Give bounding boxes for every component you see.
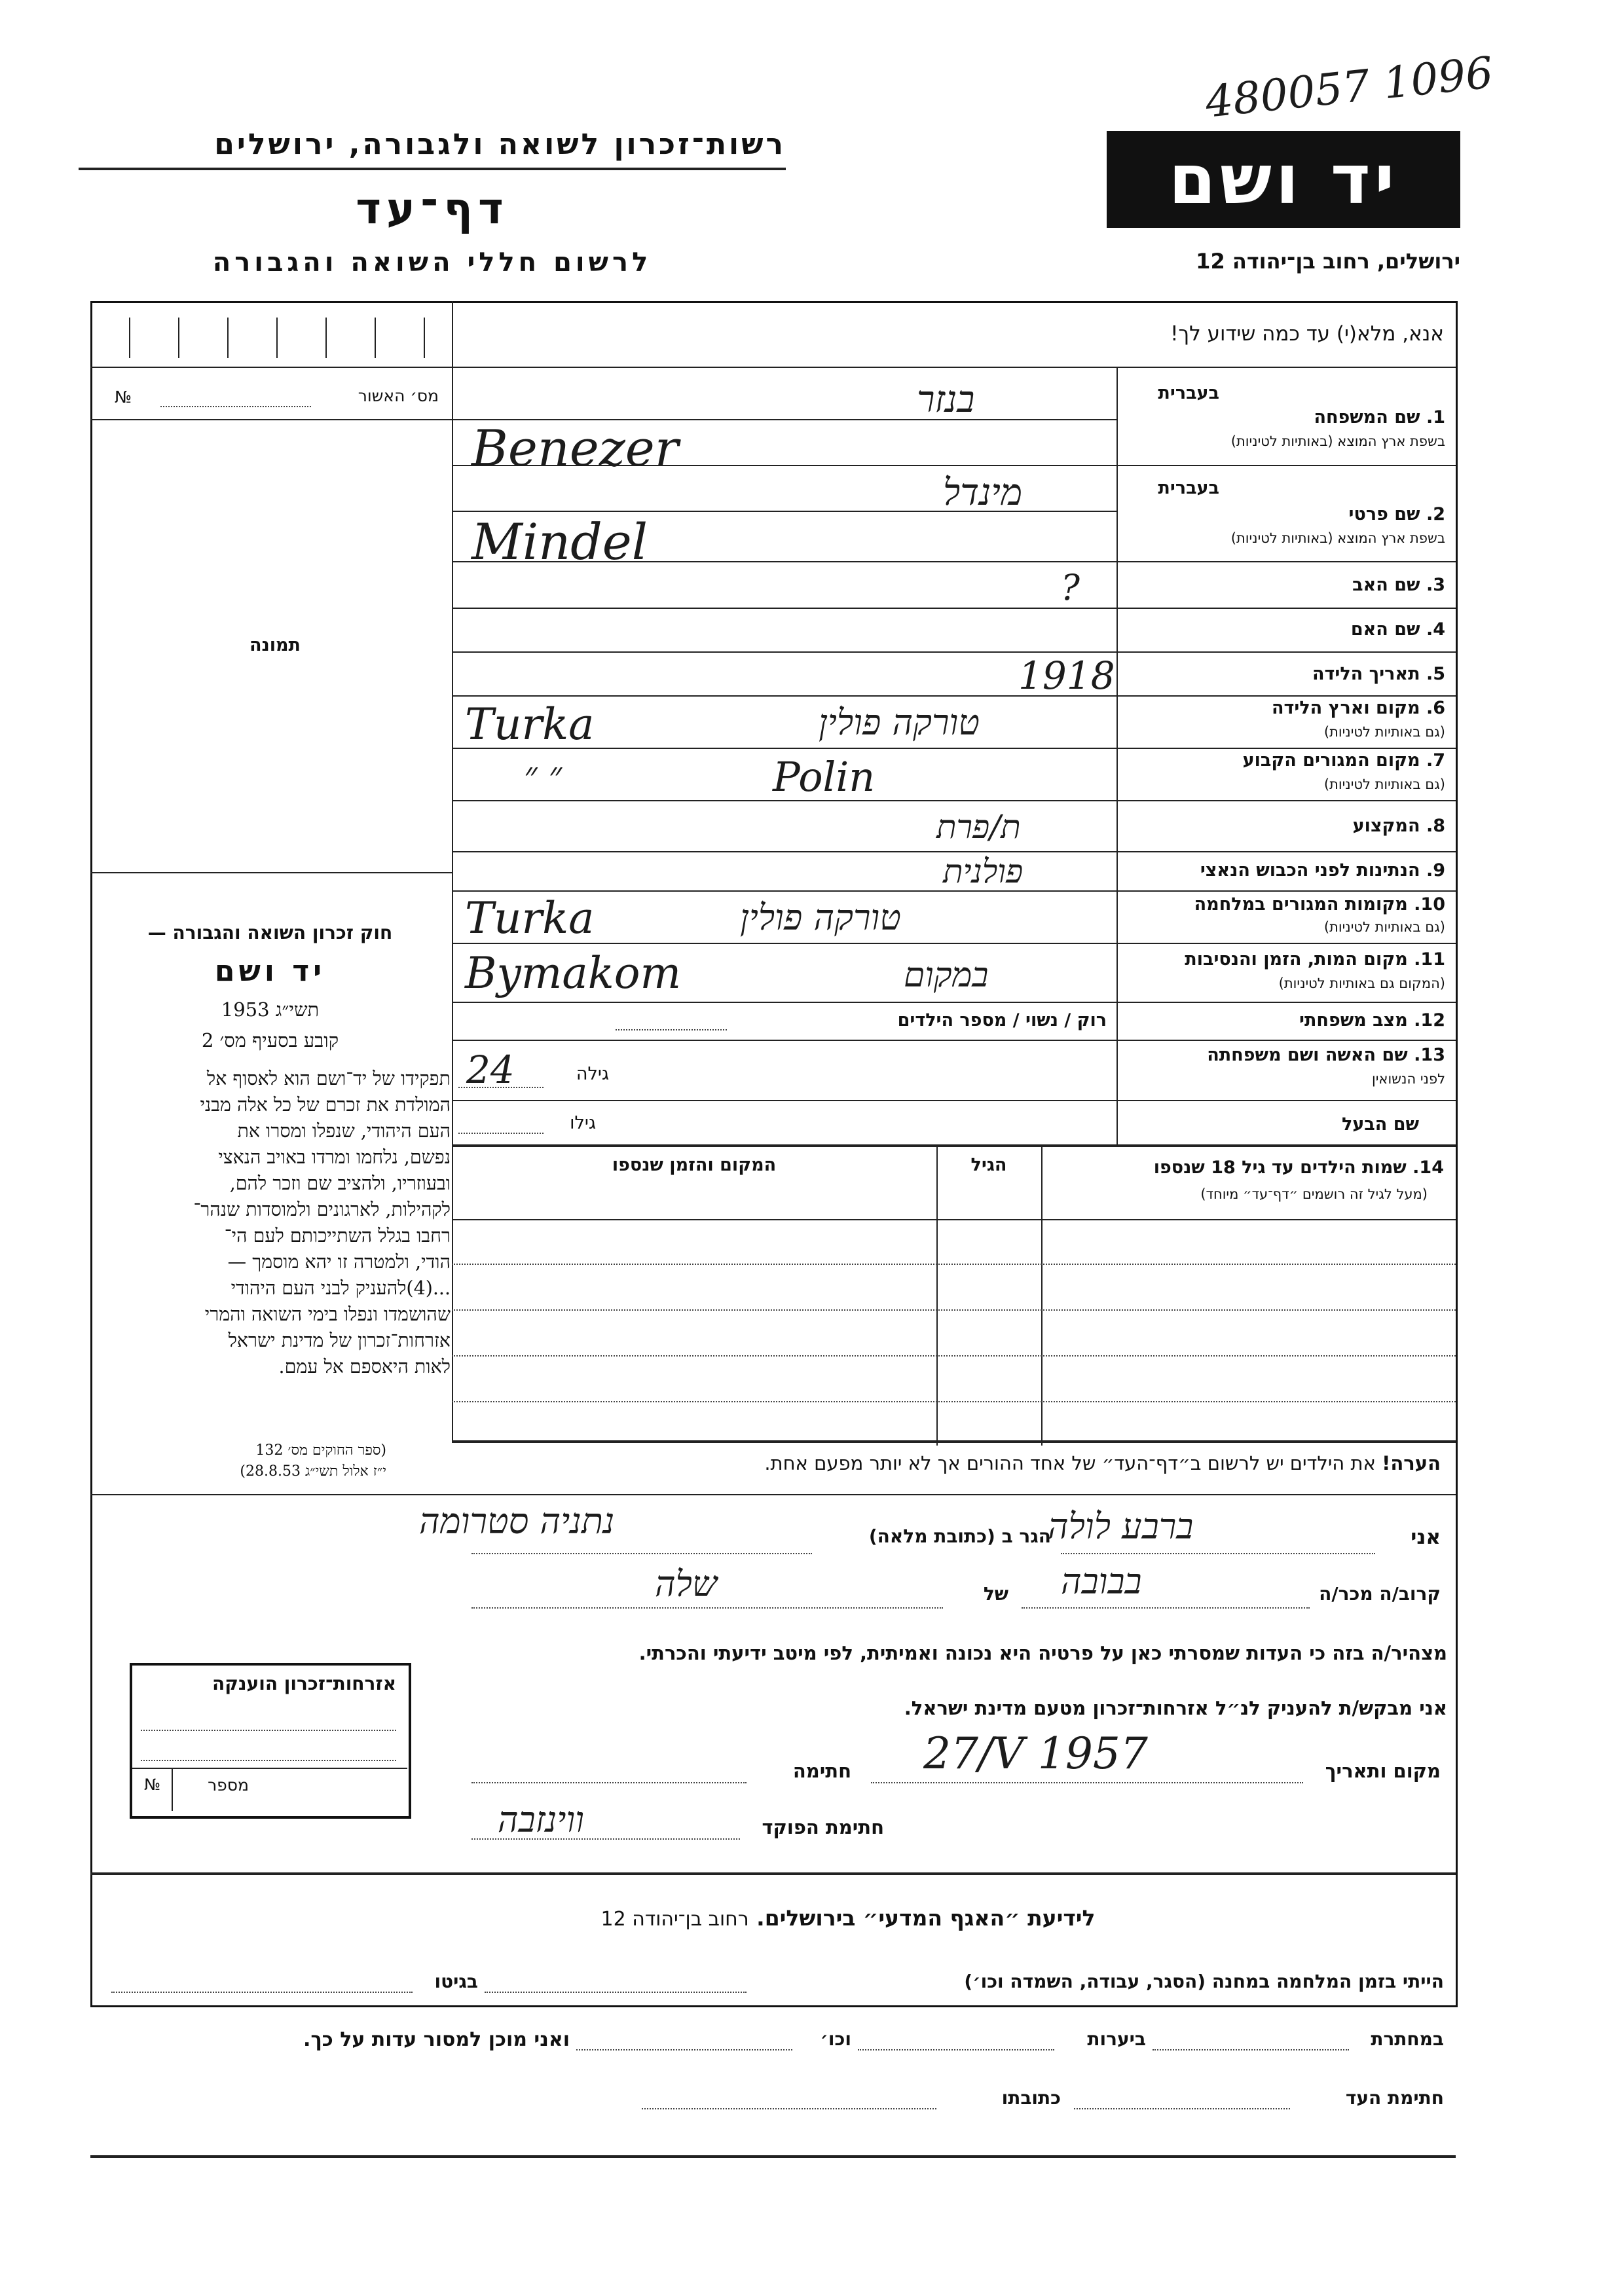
children-col-age: הגיל — [970, 1155, 1007, 1175]
footer-address-label: כתובתו — [1001, 2087, 1061, 2109]
field-7-number: 7. — [1426, 750, 1445, 771]
field-6-label — [1121, 698, 1445, 718]
place-date-value[interactable]: 27/V 1957 — [923, 1728, 1148, 1779]
field-9-label — [1121, 860, 1445, 881]
declaration-i-line — [1061, 1553, 1375, 1554]
field-2-value-latin[interactable]: Mindel — [471, 513, 648, 571]
field-1-label — [1121, 407, 1445, 428]
field-3-number: 3. — [1426, 575, 1445, 595]
row-rule — [452, 651, 1456, 653]
row-rule — [452, 748, 1456, 749]
remark-label: הערה! — [1382, 1452, 1441, 1474]
law-line: העם היהודי, שנפלו ומסרו את — [237, 1120, 451, 1142]
field-11-label-text: מקום המות, הזמן והנסיבות — [1185, 949, 1408, 970]
field-7-label — [1121, 750, 1445, 771]
footer-testimony-label: ואני מוכן למסור עדות על כך. — [303, 2028, 570, 2051]
handwritten-reference: 480057 1096 — [1203, 47, 1496, 128]
declaration-relative-line — [1022, 1607, 1310, 1609]
declaration-of-label: של — [983, 1583, 1008, 1605]
children-title — [1048, 1157, 1444, 1178]
officer-signature-line — [471, 1838, 740, 1840]
field-9-label-text: הנתינות לפני הכבוש הנאצי — [1200, 860, 1420, 881]
declaration-relative-value[interactable]: בבובה — [1061, 1561, 1142, 1602]
field-10-value-latin[interactable]: Turka — [465, 893, 595, 943]
footer-forests-label: ביערות — [1087, 2028, 1146, 2050]
children-count-field[interactable] — [616, 1029, 727, 1030]
law-line: המולדת את זכרם של כל אלה מבני — [200, 1094, 451, 1116]
field-9-number: 9. — [1426, 860, 1445, 881]
husband-age-label: גילו — [570, 1113, 596, 1133]
citizenship-title: אזרחות־זכרון הוענקה — [212, 1673, 396, 1694]
field-12-status-options[interactable]: רוק / נשוי / מספר הילדים — [897, 1010, 1107, 1030]
footer-witness-signature-label: חתימת העד — [1345, 2087, 1444, 2109]
field-1-latin-note: בשפת ארץ המוצא (באותיות לטיניות) — [1230, 433, 1445, 449]
photo-rule — [90, 872, 452, 873]
instruction-text: אנא, מלא(י) עד כמה שידוע לך! — [1170, 322, 1444, 346]
law-reference-2: י״ז אלול תשי״ג 28.8.53) — [240, 1463, 386, 1480]
declaration-relative-label: קרוב/ה מכר/ה — [1319, 1583, 1441, 1605]
law-line: ובעוזריו, ולהציב שם וזכר להם, — [229, 1173, 451, 1194]
value-column-left-border — [452, 367, 453, 1139]
field-7-label-text: מקום המגורים הקבוע — [1242, 750, 1420, 771]
field-3-value[interactable]: ? — [1061, 567, 1080, 608]
field-11-value-hebrew[interactable]: במקום — [904, 956, 989, 995]
field-2-number: 2. — [1426, 504, 1445, 524]
citizenship-number-divider — [172, 1768, 173, 1811]
field-5-label — [1121, 664, 1445, 684]
field-6-note: (גם באותיות לטיניות) — [1323, 724, 1445, 740]
declaration-resident-line — [471, 1553, 812, 1554]
filing-boxes — [100, 318, 440, 358]
law-name: יד ושם — [214, 955, 326, 988]
field-1-value-hebrew[interactable]: בנזר — [917, 378, 975, 421]
field-6-number: 6. — [1426, 698, 1445, 718]
place-date-label: מקום ותאריך — [1325, 1760, 1441, 1782]
field-9-value[interactable]: פולנית — [943, 852, 1024, 890]
field-13-note: לפני הנשואין — [1371, 1071, 1445, 1087]
law-line: רחבו בגלל השתייכותם לעם הי־ — [224, 1225, 451, 1247]
field-5-label-text: תאריך הלידה — [1312, 664, 1420, 684]
row-rule — [452, 1100, 1456, 1101]
law-line: שהושמדו ונפלו בימי השואה והמרי — [204, 1303, 451, 1325]
approval-no-sign: № — [115, 388, 132, 407]
row-rule — [452, 890, 1456, 892]
field-2-latin-note: בשפת ארץ המוצא (באותיות לטיניות) — [1230, 530, 1445, 546]
law-text — [97, 1066, 451, 1380]
field-2-label — [1121, 504, 1445, 524]
field-11-number: 11. — [1414, 949, 1445, 970]
children-col-divider — [936, 1144, 938, 1446]
children-row-line[interactable] — [452, 1401, 1456, 1402]
footer-forests-line[interactable] — [858, 2049, 1054, 2050]
law-line: הודי, ולמטרה זו יהא מוסמך — — [227, 1251, 451, 1273]
declaration-statement: מצהיר/ה בזה כי העדות שמסרתי כאן על פרטיה היא נכונה ואמיתית, לפי מיטב ידיעתי והכרתי. — [638, 1642, 1447, 1664]
field-5-number: 5. — [1426, 664, 1445, 684]
field-11-value-latin[interactable]: Bymakom — [465, 948, 682, 998]
field-10-label — [1121, 894, 1445, 915]
field-5-value[interactable]: 1918 — [1018, 653, 1115, 698]
citizenship-line[interactable] — [141, 1760, 396, 1761]
row-rule — [452, 1040, 1456, 1041]
law-line: נפשם, נלחמו ומרדו באויב הנאצי — [218, 1146, 451, 1168]
signature-line[interactable] — [471, 1782, 747, 1783]
field-13-age-line — [458, 1087, 544, 1088]
declaration-of-line — [471, 1607, 943, 1609]
footer-ghetto-label: בגיטו — [434, 1971, 478, 1992]
yad-vashem-logo — [1107, 131, 1460, 228]
footer-etc-label: וכו׳ — [820, 2028, 851, 2050]
officer-signature-label: חתימת הפוקד — [762, 1816, 884, 1838]
row-rule — [452, 1144, 1456, 1147]
approval-rule — [90, 419, 452, 420]
field-10-label-text: מקומות המגורים במלחמה — [1194, 894, 1408, 915]
form-subtitle: לרשום חללי השואה והגבורה — [212, 247, 652, 278]
children-title-text: שמות הילדים עד גיל 18 שנספו — [1153, 1157, 1407, 1178]
footer-address-line[interactable] — [642, 2108, 936, 2109]
field-6-value-latin[interactable]: Turka — [465, 699, 595, 750]
field-1-value-latin[interactable]: Benezer — [471, 419, 679, 477]
officer-signature-value[interactable]: ווינזבה — [498, 1799, 585, 1840]
field-12-label — [1121, 1010, 1445, 1030]
label-column-divider — [1116, 367, 1118, 1144]
field-3-label — [1121, 575, 1445, 595]
field-2-label-text: שם פרטי — [1348, 504, 1420, 524]
children-bottom-rule — [452, 1440, 1456, 1443]
photo-label: תמונה — [249, 635, 301, 655]
field-1-label-text: שם המשפחה — [1314, 407, 1420, 428]
children-row-line[interactable] — [452, 1355, 1456, 1357]
citizenship-no-sign: № — [144, 1776, 160, 1794]
field-7-value-hebrew[interactable]: ״ ״ — [524, 754, 563, 795]
field-13-age-label: גילה — [576, 1064, 609, 1084]
footer-camp-label: הייתי בזמן המלחמה במחנה (הסגר, עבודה, השמדה וכו׳) — [964, 1971, 1444, 1992]
husband-age-line[interactable] — [458, 1133, 544, 1134]
address: ירושלים, רחוב בן־יהודה 12 — [1196, 249, 1460, 274]
page-bottom-rule — [90, 2155, 1456, 2158]
declaration-resident-value[interactable]: נתניה סטרומה — [419, 1501, 615, 1542]
field-2-hebrew-tag: בעברית — [1158, 478, 1219, 498]
children-row-line[interactable] — [452, 1309, 1456, 1311]
field-7-note: (גם באותיות לטיניות) — [1323, 776, 1445, 792]
field-13-age-value[interactable]: 24 — [466, 1048, 515, 1092]
field-13-label — [1121, 1045, 1445, 1065]
logo-text: יד ושם — [1168, 139, 1399, 219]
field-4-label-text: שם האם — [1350, 619, 1420, 640]
field-8-value[interactable]: ת/פרת — [936, 808, 1021, 846]
field-10-number: 10. — [1414, 894, 1445, 915]
children-number: 14. — [1412, 1157, 1444, 1178]
law-line: לקהילות, לארגונים ולמוסדות שנהר־ — [193, 1199, 451, 1220]
signature-label: חתימה — [792, 1760, 851, 1782]
field-1-number: 1. — [1426, 407, 1445, 428]
remark-text: את הילדים יש לרשום ב״דף־העד״ של אחד ההורים אך לא יותר מפעם אחת. — [764, 1452, 1376, 1474]
law-reference-1: (ספר החוקים מס׳ 132 — [255, 1442, 386, 1459]
form-title: דף־עד — [356, 183, 509, 234]
children-col-divider — [1041, 1144, 1043, 1446]
row-rule — [452, 608, 1456, 609]
law-section: קובע בסעיף מס׳ 2 — [201, 1029, 339, 1051]
declaration-i-label: אני — [1411, 1525, 1441, 1549]
citizenship-number-rule — [132, 1768, 407, 1769]
footer-underground-line[interactable] — [1153, 2049, 1349, 2050]
footer-underground-label: במחתרת — [1371, 2028, 1444, 2050]
footer-rule — [90, 1872, 1456, 1875]
children-note: (מעל לגיל זה רושמים ״דף־עד״ מיוחד) — [1200, 1186, 1428, 1202]
authority-name: רשות־זכרון לשואה ולגבורה, ירושלים — [214, 128, 786, 161]
field-2-value-hebrew[interactable]: מינדל — [943, 471, 1023, 514]
declaration-of-value[interactable]: שלה — [655, 1563, 718, 1605]
field-13-number: 13. — [1414, 1045, 1445, 1065]
footer-camp-line[interactable] — [485, 1992, 747, 1993]
children-row-line[interactable] — [452, 1264, 1456, 1265]
field-3-label-text: שם האב — [1352, 575, 1420, 595]
declaration-i-value[interactable]: ברבע לולה — [1048, 1506, 1194, 1547]
field-12-number: 12. — [1414, 1010, 1445, 1030]
children-header-rule — [452, 1219, 1456, 1220]
law-title: חוק זכרון השואה והגבורה — — [147, 922, 393, 943]
approval-number-label: מס׳ האשור — [358, 386, 439, 405]
field-12-label-text: מצב משפחתי — [1299, 1010, 1408, 1030]
field-8-label — [1121, 816, 1445, 836]
footer-title — [471, 1905, 1225, 1931]
header-rule — [79, 168, 786, 170]
field-1-hebrew-tag: בעברית — [1158, 383, 1219, 403]
field-11-note: (המקום גם באותיות לטיניות) — [1278, 975, 1445, 991]
footer-etc-line[interactable] — [576, 2049, 792, 2050]
row-rule — [452, 695, 1456, 697]
husband-label: שם הבעל — [1341, 1114, 1419, 1135]
instruction-rule — [90, 367, 1456, 368]
children-col-place: המקום והזמן שנספו — [612, 1155, 777, 1175]
law-line: תפקידו של יד־ושם הוא לאסוף אל — [206, 1068, 451, 1089]
approval-number-field[interactable] — [160, 406, 311, 407]
citizenship-line[interactable] — [141, 1730, 396, 1731]
citizenship-number-label: מספר — [208, 1776, 249, 1795]
remark-rule — [90, 1494, 1456, 1495]
row-rule — [452, 1002, 1456, 1003]
declaration-request: אני מבקש/ת להעניק לנ״ל אזרחות־זכרון מטעם מדינת ישראל. — [904, 1697, 1447, 1719]
field-4-label — [1121, 619, 1445, 640]
footer-address: רחוב בן־יהודה 12 — [600, 1908, 749, 1931]
field-10-note: (גם באותיות לטיניות) — [1323, 919, 1445, 935]
field-10-value-hebrew[interactable]: טורקה פולין — [740, 897, 901, 938]
row-rule — [452, 800, 1456, 801]
field-13-label-text: שם האשה ושם משפחתה — [1207, 1045, 1408, 1065]
field-8-label-text: המקצוע — [1352, 816, 1420, 836]
law-line: אזרחות־זכרון של מדינת ישראל — [228, 1330, 451, 1351]
footer-title-text: לידיעת ״האגף המדעי״ בירושלים. — [756, 1905, 1096, 1931]
remark — [471, 1452, 1441, 1474]
footer-ghetto-line[interactable] — [111, 1992, 413, 1993]
field-8-number: 8. — [1426, 816, 1445, 836]
field-4-number: 4. — [1426, 619, 1445, 640]
footer-witness-signature-line[interactable] — [1074, 2108, 1290, 2109]
law-line: ...(4)להעניק לבני העם היהודי — [231, 1277, 451, 1299]
declaration-resident-label: הגר ב (כתובת מלאה) — [868, 1525, 1051, 1547]
field-6-value-hebrew[interactable]: טורקה פולין — [819, 702, 980, 743]
field-6-label-text: מקום וארץ הלידה — [1271, 698, 1420, 718]
place-date-line — [871, 1782, 1303, 1783]
field-7-value-latin[interactable]: Polin — [773, 753, 876, 801]
law-line: לאות היאספם אל עמם. — [278, 1356, 451, 1377]
row-rule — [452, 943, 1456, 944]
law-year: תשי״ג 1953 — [221, 998, 320, 1021]
field-11-label — [1121, 949, 1445, 970]
